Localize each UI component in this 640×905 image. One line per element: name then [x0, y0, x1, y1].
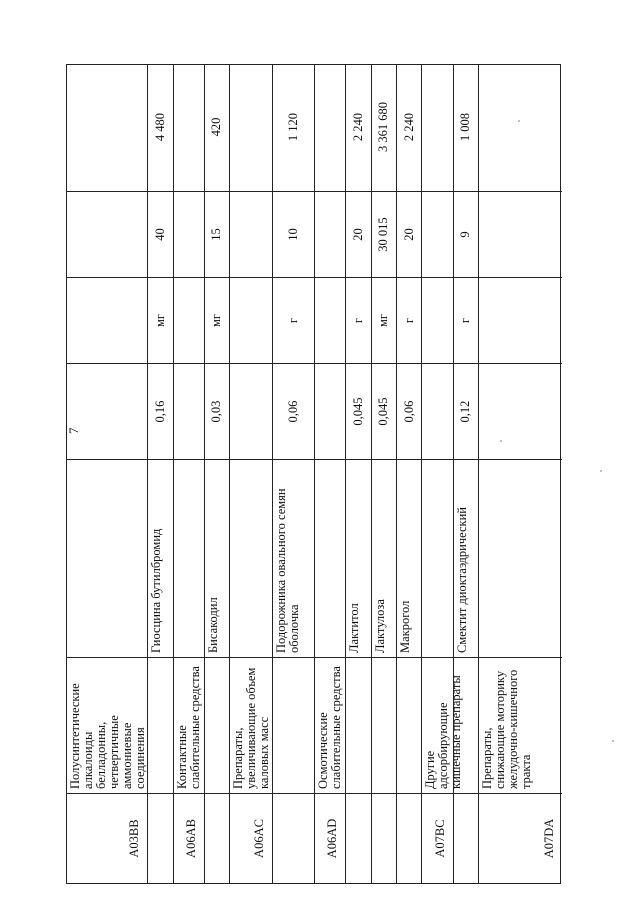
cell-group [273, 657, 314, 793]
cell-code: A06AC [230, 793, 271, 883]
cell-code [148, 793, 172, 883]
cell-unit [174, 277, 204, 363]
cell-group: Препараты, увеличивающие объем каловых масс [230, 657, 271, 793]
cell-count: 9 [454, 191, 478, 277]
cell-group [148, 657, 172, 793]
cell-dose: 0,06 [397, 363, 421, 459]
cell-count [422, 191, 452, 277]
cell-total: 420 [209, 117, 224, 137]
drug-table [66, 64, 561, 884]
cell-dose [67, 363, 147, 459]
cell-drug: Бисакодил [205, 459, 229, 657]
page-number: 7 [66, 427, 81, 434]
table-row [273, 65, 315, 883]
table-row [230, 65, 272, 883]
cell-dose [479, 363, 562, 459]
cell-drug: Смектит диоктаэдрический [454, 459, 478, 657]
cell-total: 1 120 [285, 112, 300, 142]
cell-unit [230, 277, 271, 363]
cell-drug [230, 459, 271, 657]
cell-unit: г [454, 277, 478, 363]
cell-drug: Гиосцина бутилбромид [148, 459, 172, 657]
cell-group: Контактные слабительные средства [174, 657, 204, 793]
cell-dose: 0,16 [148, 363, 172, 459]
cell-count: 10 [273, 191, 314, 277]
cell-dose [422, 363, 452, 459]
table-row [174, 65, 205, 883]
cell-group: Препараты, снижающие моторику желудочно-кишечного тракта [479, 657, 562, 793]
cell-total [230, 63, 271, 191]
cell-unit: г [273, 277, 314, 363]
cell-group: Осмотические слабительные средства [315, 657, 345, 793]
scan-speck [612, 740, 614, 742]
cell-count: 15 [205, 191, 229, 277]
cell-count: 30 015 [372, 191, 396, 277]
cell-code [273, 793, 314, 883]
cell-count [67, 191, 147, 277]
cell-dose [315, 363, 345, 459]
table-row [479, 65, 562, 883]
cell-total: 2 240 [401, 112, 416, 142]
cell-unit: мг [372, 277, 396, 363]
cell-dose [230, 363, 271, 459]
cell-group [397, 657, 421, 793]
table-row [454, 65, 479, 883]
cell-count [315, 191, 345, 277]
cell-drug [174, 459, 204, 657]
cell-code [205, 793, 229, 883]
cell-unit [315, 277, 345, 363]
cell-unit [67, 277, 147, 363]
cell-count [479, 191, 562, 277]
cell-drug [67, 459, 147, 657]
cell-dose: 0,12 [454, 363, 478, 459]
cell-total [422, 63, 452, 191]
cell-code [397, 793, 421, 883]
cell-code: A03BB [67, 793, 147, 883]
cell-total [479, 63, 562, 191]
cell-dose: 0,045 [346, 363, 370, 459]
table-row [397, 65, 422, 883]
table-row [315, 65, 346, 883]
cell-drug [479, 459, 562, 657]
cell-code: A06AD [315, 793, 345, 883]
cell-count: 20 [346, 191, 370, 277]
cell-count [174, 191, 204, 277]
cell-dose: 0,045 [372, 363, 396, 459]
cell-group: Полусинтетические алкалоиды белладонны, четвертичные аммониевые соединения [67, 657, 147, 793]
scan-speck [600, 470, 602, 472]
cell-total [174, 63, 204, 191]
cell-drug: Лактулоза [372, 459, 396, 657]
cell-count: 40 [148, 191, 172, 277]
table-row [67, 65, 148, 883]
cell-code: A06AB [174, 793, 204, 883]
cell-group [346, 657, 370, 793]
table-row [148, 65, 173, 883]
cell-code: A07BC [422, 793, 452, 883]
cell-drug: Макрогол [397, 459, 421, 657]
cell-count [230, 191, 271, 277]
cell-drug [422, 459, 452, 657]
cell-code: A07DA [479, 793, 562, 883]
cell-drug: Подорожника овального семян оболочка [273, 459, 314, 657]
cell-dose: 0,06 [273, 363, 314, 459]
cell-group [205, 657, 229, 793]
scan-speck [518, 120, 520, 122]
cell-dose: 0,03 [205, 363, 229, 459]
cell-code [346, 793, 370, 883]
cell-drug [315, 459, 345, 657]
cell-code [372, 793, 396, 883]
cell-total: 1 008 [458, 112, 473, 142]
cell-unit: г [346, 277, 370, 363]
cell-total [315, 63, 345, 191]
cell-total: 4 480 [152, 112, 167, 142]
cell-unit: мг [205, 277, 229, 363]
cell-total: 2 240 [350, 112, 365, 142]
table-row [372, 65, 397, 883]
cell-group: Другие адсорбирующие кишечные препараты [422, 657, 452, 793]
table-row [205, 65, 230, 883]
cell-unit: г [397, 277, 421, 363]
cell-unit [479, 277, 562, 363]
cell-unit [422, 277, 452, 363]
cell-total [67, 63, 147, 191]
cell-drug: Лактитол [346, 459, 370, 657]
cell-unit: мг [148, 277, 172, 363]
cell-total: 3 361 680 [376, 102, 391, 152]
table-row [346, 65, 371, 883]
cell-group [372, 657, 396, 793]
cell-count: 20 [397, 191, 421, 277]
cell-code [454, 793, 478, 883]
cell-dose [174, 363, 204, 459]
scan-speck [500, 440, 502, 442]
cell-group [454, 657, 478, 793]
